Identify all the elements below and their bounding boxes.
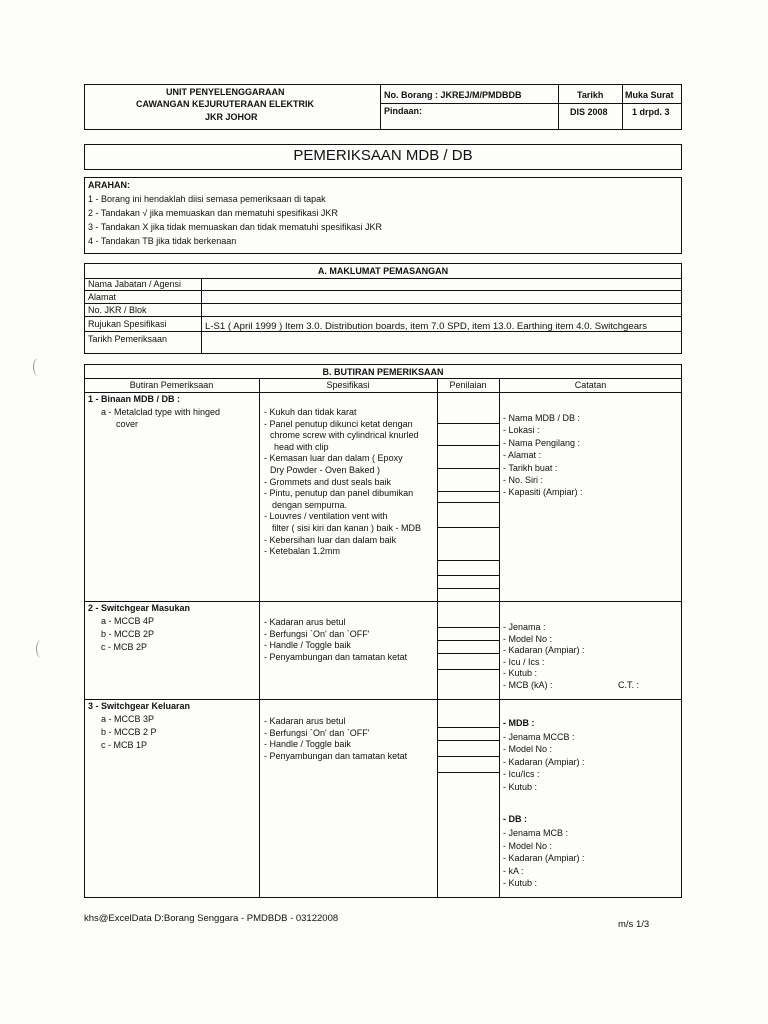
row-line xyxy=(84,316,682,317)
unit-line-2: CAWANGAN KEJURUTERAAN ELEKTRIK xyxy=(136,99,315,109)
penilaian-cell-line xyxy=(437,502,499,503)
catatan-item: - Tarikh buat : xyxy=(503,462,558,473)
penilaian-cell-line xyxy=(437,575,499,576)
catatan-item: - Jenama MCCB : xyxy=(503,732,575,742)
penilaian-cell-line xyxy=(437,772,499,773)
arahan-item: 3 - Tandakan X jika tidak memuaskan dan tidak mematuhi spesifikasi JKR xyxy=(88,222,382,232)
field-label-rujukan: Rujukan Spesifikasi xyxy=(88,319,167,329)
spec-item: filter ( sisi kiri dan kanan ) baik - MDB xyxy=(272,522,422,533)
catatan-item: - Nama Pengilang : xyxy=(503,437,581,448)
penilaian-cell-line xyxy=(437,740,499,741)
spec-item: - Kemasan luar dan dalam ( Epoxy xyxy=(264,453,403,464)
butiran-heading: 3 - Switchgear Keluaran xyxy=(88,701,191,711)
catatan-item: - Kapasiti (Ampiar) : xyxy=(503,487,583,498)
arahan-item: 4 - Tandakan TB jika tidak berkenaan xyxy=(88,236,237,246)
row-line xyxy=(84,378,682,379)
col-line xyxy=(259,378,260,898)
unit-line-3: JKR JOHOR xyxy=(205,112,258,122)
catatan-item: - Kadaran (Ampiar) : xyxy=(503,645,585,656)
penilaian-cell-line xyxy=(437,468,499,469)
unit-line-1: UNIT PENYELENGGARAAN xyxy=(166,87,285,97)
col-line xyxy=(201,278,202,354)
page-title: PEMERIKSAAN MDB / DB xyxy=(293,147,473,164)
arahan-item: 1 - Borang ini hendaklah diisi semasa pemeriksaan di tapak xyxy=(88,194,326,204)
footer-file-reference: khs@ExcelData D:Borang Senggara - PMDBDB - 03122008 xyxy=(84,913,339,924)
butiran-item: cover xyxy=(116,419,139,429)
arahan-item: 2 - Tandakan √ jika memuaskan dan mematuhi spesifikasi JKR xyxy=(88,208,338,218)
catatan-item: - No. Siri : xyxy=(503,475,544,486)
col-line xyxy=(437,378,438,898)
spec-item: - Panel penutup dikunci ketat dengan xyxy=(264,418,413,429)
penilaian-cell-line xyxy=(437,445,499,446)
spesifikasi-list xyxy=(264,617,407,663)
field-label-tarikh: Tarikh Pemeriksaan xyxy=(88,334,168,344)
row-line xyxy=(84,392,682,393)
row-line xyxy=(84,303,682,304)
catatan-item: - Kadaran (Ampiar) : xyxy=(503,853,585,864)
spesifikasi-list xyxy=(264,716,407,762)
catatan-list xyxy=(503,622,585,692)
spec-item: - Berfungsi `On' dan `OFF' xyxy=(264,727,370,738)
field-label-no-jkr: No. JKR / Blok xyxy=(88,305,147,315)
butiran-item: c - MCB 2P xyxy=(101,642,148,652)
column-header-catatan: Catatan xyxy=(574,380,607,390)
catatan-item: - Kutub : xyxy=(503,668,538,679)
butiran-item: b - MCCB 2 P xyxy=(101,727,157,737)
column-header-spesifikasi: Spesifikasi xyxy=(326,380,370,390)
catatan-item: - Model No : xyxy=(503,744,553,755)
catatan-item: - MCB (kA) : xyxy=(503,679,553,690)
header-divider xyxy=(380,84,381,130)
column-header-penilaian: Penilaian xyxy=(449,380,487,390)
col-line xyxy=(499,378,500,898)
catatan-item: - kA : xyxy=(503,865,524,876)
penilaian-cell-line xyxy=(437,560,499,561)
penilaian-cell-line xyxy=(437,756,499,757)
butiran-item: a - MCCB 4P xyxy=(101,616,155,626)
catatan-list xyxy=(503,412,583,499)
penilaian-cell-line xyxy=(437,491,499,492)
catatan-item: - Icu/Ics : xyxy=(503,769,540,780)
penilaian-cell-line xyxy=(437,640,499,641)
spec-item: - Pintu, penutup dan panel dibumikan xyxy=(264,488,414,499)
catatan-list xyxy=(503,827,585,890)
catatan-item: - Jenama MCB : xyxy=(503,828,569,838)
header-divider xyxy=(380,103,682,104)
pindaan-label: Pindaan: xyxy=(384,106,423,116)
header-divider xyxy=(558,84,559,130)
catatan-mdb-heading: - MDB : xyxy=(503,718,535,728)
butiran-item: a - MCCB 3P xyxy=(101,714,155,724)
catatan-item: - Kutub : xyxy=(503,781,538,792)
field-label-nama-jabatan: Nama Jabatan / Agensi xyxy=(88,279,182,289)
scan-mark xyxy=(36,640,47,658)
butiran-item: b - MCCB 2P xyxy=(101,629,155,639)
row-line xyxy=(84,699,682,700)
spec-item: - Handle / Toggle baik xyxy=(264,640,351,651)
penilaian-cell-line xyxy=(437,588,499,589)
spec-item: - Louvres / ventilation vent with xyxy=(264,511,388,522)
header-divider xyxy=(622,84,623,130)
catatan-item: - Model No : xyxy=(503,633,553,644)
spec-item: Dry Powder - Oven Baked ) xyxy=(270,464,381,475)
spec-item: - Kebersihan luar dan dalam baik xyxy=(264,534,397,545)
row-line xyxy=(84,601,682,602)
penilaian-cell-line xyxy=(437,727,499,728)
field-value-rujukan: L-S1 ( April 1999 ) Item 3.0. Distribution boards, item 7.0 SPD, item 13.0. Earthing item 4.0. Switchgears xyxy=(205,321,648,332)
spec-item: - Kadaran arus betul xyxy=(264,716,346,726)
section-b-title: B. BUTIRAN PEMERIKSAAN xyxy=(322,367,444,377)
spesifikasi-list xyxy=(264,407,421,558)
spec-item: - Grommets and dust seals baik xyxy=(264,476,392,487)
no-borang: No. Borang : JKREJ/M/PMDBDB xyxy=(384,90,522,100)
section-a-title: A. MAKLUMAT PEMASANGAN xyxy=(317,266,449,276)
spec-item: chrome screw with cylindrical knurled xyxy=(270,430,419,441)
catatan-item: - Kutub : xyxy=(503,878,538,889)
field-label-alamat: Alamat xyxy=(88,292,117,302)
penilaian-cell-line xyxy=(437,423,499,424)
spec-item: - Handle / Toggle baik xyxy=(264,739,351,750)
muka-surat-label: Muka Surat xyxy=(625,90,674,100)
column-header-butiran: Butiran Pemeriksaan xyxy=(129,380,214,390)
catatan-item: - Model No : xyxy=(503,840,553,851)
scan-mark xyxy=(33,358,44,376)
row-line xyxy=(84,290,682,291)
catatan-item: - Icu / Ics : xyxy=(503,656,545,667)
spec-item: dengan sempurna. xyxy=(272,499,348,510)
muka-surat-value: 1 drpd. 3 xyxy=(632,107,670,117)
spec-item: - Kadaran arus betul xyxy=(264,617,346,627)
catatan-ct: C.T. : xyxy=(618,680,640,690)
arahan-heading: ARAHAN: xyxy=(88,180,130,190)
butiran-heading: 2 - Switchgear Masukan xyxy=(88,603,191,613)
tarikh-label: Tarikh xyxy=(577,90,604,100)
penilaian-cell-line xyxy=(437,653,499,654)
butiran-heading: 1 - Binaan MDB / DB : xyxy=(88,394,181,404)
tarikh-value: DIS 2008 xyxy=(570,107,608,117)
catatan-item: - Nama MDB / DB : xyxy=(503,413,581,423)
spec-item: - Kukuh dan tidak karat xyxy=(264,407,357,417)
catatan-item: - Jenama : xyxy=(503,622,546,632)
butiran-item: a - Metalclad type with hinged xyxy=(101,407,221,417)
spec-item: - Ketebalan 1.2mm xyxy=(264,546,341,557)
catatan-list xyxy=(503,731,585,793)
penilaian-cell-line xyxy=(437,627,499,628)
catatan-db-heading: - DB : xyxy=(503,814,527,824)
spec-item: - Penyambungan dan tamatan ketat xyxy=(264,750,408,761)
spec-item: - Berfungsi `On' dan `OFF' xyxy=(264,628,370,639)
catatan-item: - Kadaran (Ampiar) : xyxy=(503,756,585,767)
spec-item: - Penyambungan dan tamatan ketat xyxy=(264,651,408,662)
catatan-item: - Alamat : xyxy=(503,450,542,461)
butiran-item: c - MCB 1P xyxy=(101,740,148,750)
penilaian-cell-line xyxy=(437,527,499,528)
catatan-item: - Lokasi : xyxy=(503,425,540,436)
penilaian-cell-line xyxy=(437,669,499,670)
footer-page-number: m/s 1/3 xyxy=(618,919,650,930)
spec-item: head with clip xyxy=(274,441,329,452)
